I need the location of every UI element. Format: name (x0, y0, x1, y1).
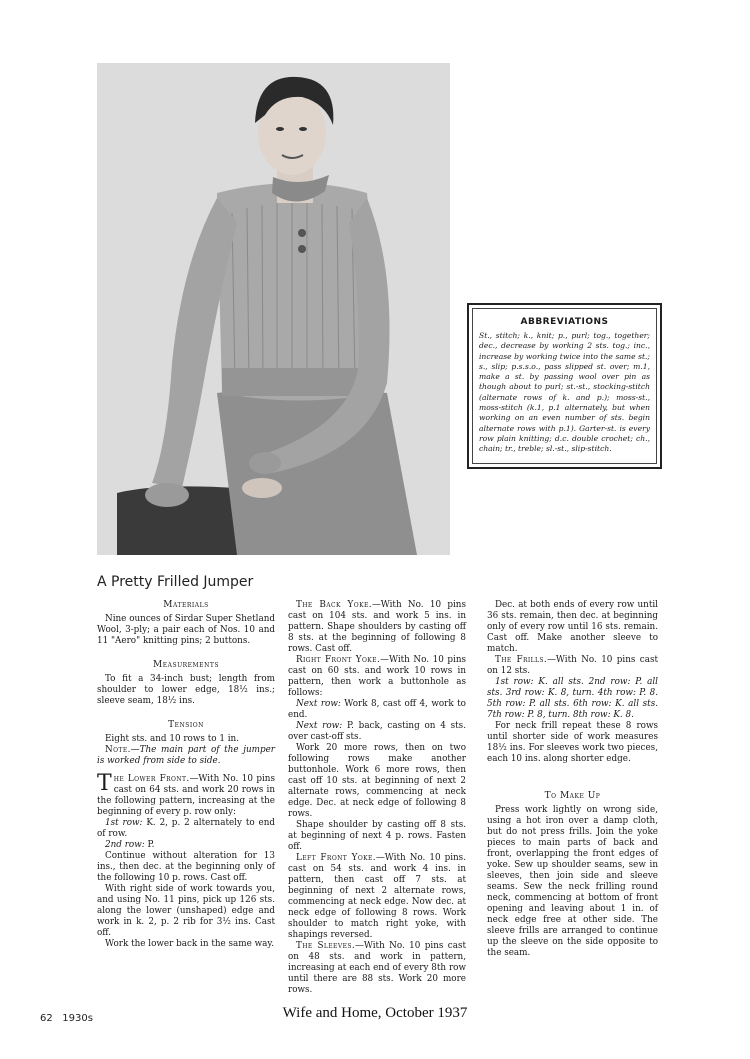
abbreviations-title: ABBREVIATIONS (520, 317, 609, 327)
next-row2-paragraph (288, 721, 466, 743)
back-yoke-label: The Back Yoke. (296, 600, 372, 610)
next-row2-text: P. back, casting on 4 sts. over cast-off sts. (288, 721, 466, 742)
right-front-paragraph (288, 655, 466, 699)
lower-front-text: —With No. 10 pins cast on 64 sts. and work 20 rows in the following pattern, increasing at the beginning of every p. row only: (97, 774, 275, 817)
column-3 (487, 600, 658, 959)
pickup-text: With right side of work towards you, and using No. 11 pins, pick up 126 sts. along the lower (unshaped) edge and work in k. 2, p. 2 rib for 3½ ins. Cast off. (97, 884, 275, 938)
frills-text: —With No. 10 pins cast on 12 sts. (487, 655, 658, 676)
right-front-label: Right Front Yoke. (296, 655, 381, 665)
page-number: 62 (40, 1013, 53, 1024)
note-label: Note. (105, 745, 131, 755)
materials-text: Nine ounces of Sirdar Super Shetland Wool, 3-ply; a pair each of Nos. 10 and 11 "Aero" knitting pins; 2 buttons. (97, 614, 275, 646)
next-row1-text: Work 8, cast off 4, work to end. (288, 699, 466, 720)
source-credit: Wife and Home, October 1937 (282, 1005, 468, 1021)
make-up-heading: To Make Up (544, 791, 601, 801)
decade-label: 1930s (62, 1013, 93, 1024)
row1-label: 1st row: (105, 818, 143, 828)
tension-text: Eight sts. and 10 rows to 1 in. (105, 734, 239, 744)
frills-label: The Frills. (495, 655, 548, 665)
tension-heading: Tension (168, 720, 204, 730)
lower-front-label: he Lower Front. (113, 774, 190, 784)
lower-front-paragraph (97, 771, 275, 818)
abbreviations-box (467, 303, 662, 469)
make-up-text: Press work lightly on wrong side, using a hot iron over a damp cloth, but do not press frills. Join the yoke pieces to main parts of back and front, overlapping the front edges of yoke. Sew up shoulder seams, sew in sleeves, then join side and sleeve seams. Sew the neck frilling round neck, commencing at bottom of front opening and leaving about 1 in. of neck edge free at other side. The sleeve frills are arranged to continue up the sleeve on the side opposite to the seam. (487, 805, 658, 958)
note-text: —The main part of the jumper is worked from side to side. (97, 745, 275, 766)
sleeves-paragraph (288, 941, 466, 996)
measurements-text: To fit a 34-inch bust; length from shoulder to lower edge, 18½ ins.; sleeve seam, 18½ ins. (97, 674, 275, 706)
row1-paragraph (97, 818, 275, 840)
lower-back-text: Work the lower back in the same way. (105, 939, 275, 949)
continue-text: Continue without alteration for 13 ins., then dec. at the beginning only of the following 10 p. rows. Cast off. (97, 851, 275, 883)
article-title: A Pretty Frilled Jumper (97, 574, 254, 590)
row1-text: K. 2, p. 2 alternately to end of row. (97, 818, 276, 839)
column-1 (97, 600, 275, 950)
right-front-text: —With No. 10 pins cast on 60 sts. and work 10 rows in pattern, then work a buttonhole as follows: (288, 655, 466, 698)
drop-cap: T (97, 771, 112, 796)
frill-rows-text: 1st row: K. all sts. 2nd row: P. all sts. 3rd row: K. 8, turn. 4th row: P. 8. 5th row: P. all sts. 6th row: K. all sts. 7th row: P. 8, turn. 8th row: K. 8. (487, 677, 658, 720)
left-front-text: —With No. 10 pins. cast on 54 sts. and work 4 ins. in pattern, then cast off 7 sts. at beginning of next 2 alternate rows, commencing at neck edge. Now dec. at neck edge of following 8 rows. Work shoulder to match right yoke, with shapings reversed. (288, 853, 466, 940)
next-row1-label: Next row: (296, 699, 341, 709)
left-front-label: Left Front Yoke. (296, 853, 376, 863)
back-yoke-text: —With No. 10 pins cast on 104 sts. and work 5 ins. in pattern. Shape shoulders by casting off 8 sts. at the beginning of following 8 rows. Cast off. (288, 600, 466, 654)
sleeves-text: —With No. 10 pins cast on 48 sts. and work in pattern, increasing at each end of every 8th row until there are 88 sts. Work 20 more rows. (288, 941, 466, 995)
row2-label: 2nd row: (105, 840, 145, 850)
row2-paragraph (97, 840, 275, 851)
shape-shoulder-text: Shape shoulder by casting off 8 sts. at beginning of next 4 p. rows. Fasten off. (288, 820, 466, 852)
jumper-photograph (97, 63, 450, 555)
neck-frill-text: For neck frill repeat these 8 rows until shorter side of work measures 18½ ins. For sleeves work two pieces, each 10 ins. along shorter edge. (487, 721, 658, 764)
back-yoke-paragraph (288, 600, 466, 655)
model-illustration (97, 63, 450, 555)
sleeves-label: The Sleeves. (296, 941, 356, 951)
materials-heading: Materials (163, 600, 209, 610)
note-paragraph (97, 745, 275, 767)
work20-text: Work 20 more rows, then on two following rows make another buttonhole. Work 6 more rows, then cast off 10 sts. at beginning of next 2 alternate rows, commencing at neck edge. Dec. at neck edge of following 8 rows. (288, 743, 466, 819)
row2-text: P. (144, 840, 155, 850)
column-2 (288, 600, 466, 996)
abbreviations-text: St., stitch; k., knit; p., purl; tog., together; dec., decrease by working 2 sts. tog.; inc., increase by working twice into the same st.; s., slip; p.s.s.o., pass slipped st. over; m.1, make a st. by passing wool over pin as though about to purl; st.-st., stocking-stitch (alternate rows of k. and p.); moss-st., moss-stitch (k.1, p.1 alternately, but when working on an even number of sts. begin alternate rows with p.1). Garter-st. is every row plain knitting; d.c. double crochet; ch., chain; tr., treble; sl.-st., slip-stitch. (479, 331, 650, 454)
left-front-paragraph (288, 853, 466, 941)
next-row1-paragraph (288, 699, 466, 721)
frills-paragraph (487, 655, 658, 677)
measurements-heading: Measurements (153, 660, 219, 670)
next-row2-label: Next row: (296, 721, 343, 731)
dec-text: Dec. at both ends of every row until 36 sts. remain, then dec. at beginning only of every row until 16 sts. remain. Cast off. Make another sleeve to match. (487, 600, 658, 654)
